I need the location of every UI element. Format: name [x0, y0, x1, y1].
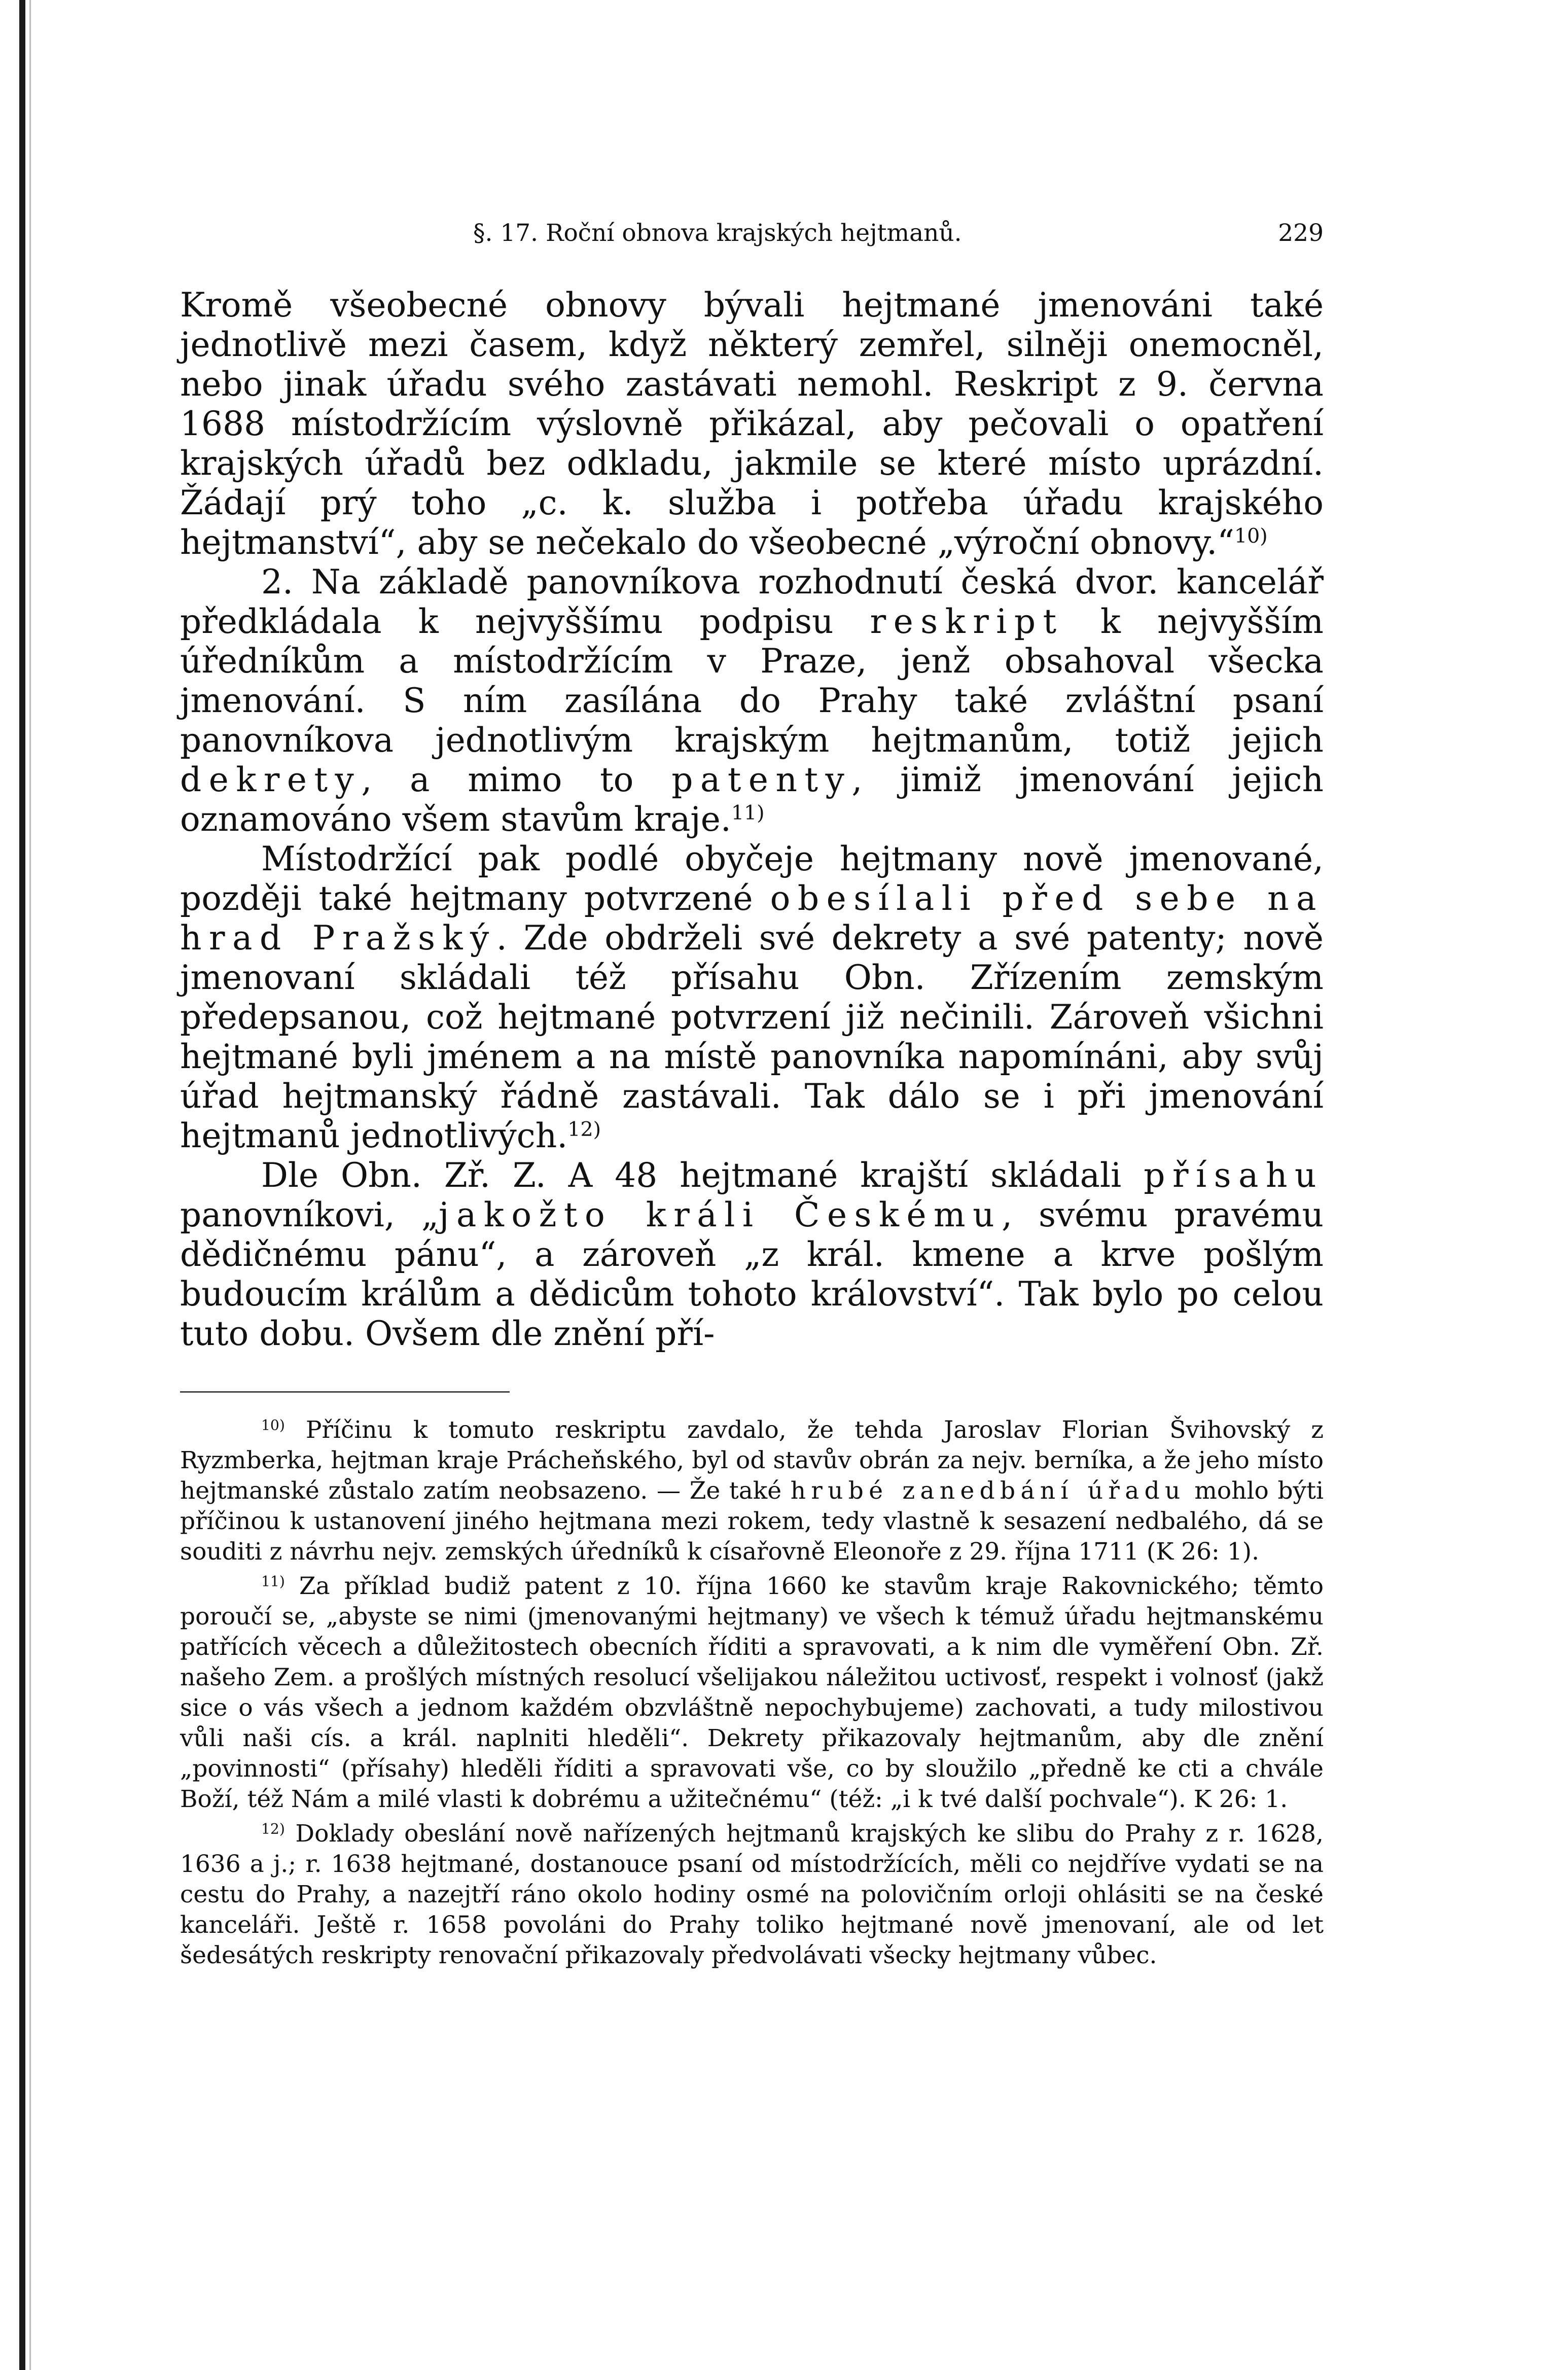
- spaced-emphasis: dekrety: [180, 760, 362, 799]
- spaced-emphasis: reskript: [870, 602, 1064, 641]
- text-run: Doklady obeslání nově nařízených hejtmanů krajských ke slibu do Prahy z r. 1628, 1636 a j.; r. 1638 hejtmané, dostanouce psaní od místodržících, měli co nejdříve vydati se na cestu do Prahy, a nazejtří ráno okolo hodiny osmé na polovičním orloji ohlásiti se na české kanceláři. Ještě r. 1658 povoláni do Prahy toliko hejtmané nově jmenovaní, ale od let šedesátých reskripty renovační přikazovaly předvolávati všecky hejtmany vůbec.: [180, 1820, 1324, 1969]
- text-run: panovníkovi, „: [180, 1195, 439, 1234]
- text-run: mohlo býti příčinou k ustanovení jiného hejtmana mezi rokem, tedy vlastně k sesazení nedbalého, dá se souditi z návrhu nejv. zemských úředníků k císařovně Eleonoře z 29. října 1711 (K 26: 1).: [180, 1477, 1324, 1566]
- text-run: k nejvyšším úředníkům a místodržícím v Praze, jenž obsahoval všecka jmenování. S ním zasílána do Prahy také zvláštní psaní panovníkova jednotlivým krajským hejtmanům, totiž jejich: [180, 602, 1324, 760]
- paragraph-1: [180, 286, 1324, 562]
- page-number: 229: [1278, 219, 1324, 247]
- footnote-marker: 11): [261, 1573, 285, 1590]
- text-run: Za příklad budiž patent z 10. října 1660 ke stavům kraje Rakovnického; těmto poroučí se, „abyste se nimi (jmenovanými hejtmany) ve všech k témuž úřadu hejtmanskému patřících věcech a důležitostech obecních říditi a spravovati, a k nim dle vyměření Obn. Zř. našeho Zem. a prošlých místných resolucí všelijakou náležitou uctivosť, respekt i volnosť (jakž sice o vás všech a jednom každém obzvláštně nepochybujeme) zachovati, a tudy milostivou vůli naši cís. a král. naplniti hleděli“. Dekrety přikazovaly hejtmanům, aby dle znění „povinnosti“ (přísahy) hleděli říditi a spravovati vše, co by sloužilo „předně ke cti a chvále Boží, též Nám a milé vlasti k dobrému a užitečnému“ (též: „i k tvé další pochvale“). K 26: 1.: [180, 1572, 1324, 1813]
- paragraph-2: [180, 562, 1324, 839]
- main-text: [180, 286, 1324, 1354]
- spaced-emphasis: obesílali před sebe na hrad Pražský: [180, 879, 1324, 958]
- footnote-ref-11: 11): [731, 801, 765, 825]
- scan-binding-edge: [19, 0, 25, 2370]
- text-run: . Zde obdrželi své dekrety a své patenty; nově jmenovaní skládali též přísahu Obn. Zřízením zemským předepsanou, což hejtmané potvrzení již nečinili. Zároveň všichni hejtmané byli jménem a na místě panovníka napomínáni, aby svůj úřad hejtmanský řádně zastávali. Tak dálo se i při jmenování hejtmanů jednotlivých.: [180, 918, 1324, 1155]
- footnote-12: [180, 1819, 1324, 1971]
- paragraph-3: [180, 839, 1324, 1156]
- text-run: , svému pravému dědičnému pánu“, a zároveň „z král. kmene a krve pošlým budoucím králům a dědicům tohoto království“. Tak bylo po celou tuto dobu. Ovšem dle znění pří-: [180, 1195, 1324, 1353]
- text-run: , jimiž jmenování jejich oznamováno všem stavům kraje.: [180, 760, 1324, 839]
- paragraph-4: [180, 1156, 1324, 1354]
- running-title: §. 17. Roční obnova krajských hejtmanů.: [473, 219, 962, 247]
- footnote-ref-10: 10): [1234, 524, 1268, 548]
- text-run: Kromě všeobecné obnovy bývali hejtmané jmenováni také jednotlivě mezi časem, když některý zemřel, silněji onemocněl, nebo jinak úřadu svého zastávati nemohl. Reskript z 9. června 1688 místodržícím výslovně přikázal, aby pečovali o opatření krajských úřadů bez odkladu, jakmile se které místo uprázdní. Žádají prý toho „c. k. služba i potřeba úřadu krajského hejtmanství“, aby se nečekalo do všeobecné „výroční obnovy.“: [180, 286, 1324, 562]
- spaced-emphasis: jakožto králi Českému: [439, 1195, 1002, 1234]
- book-page: [180, 213, 1324, 1975]
- running-head: [180, 213, 1324, 254]
- scan-binding-shadow: [29, 0, 31, 2370]
- footnote-ref-12: 12): [567, 1118, 601, 1142]
- footnote-marker: 12): [261, 1820, 285, 1837]
- spaced-emphasis: přísahu: [1144, 1156, 1324, 1195]
- spaced-emphasis: patenty: [671, 760, 852, 799]
- footnote-separator: [180, 1391, 510, 1393]
- text-run: Dle Obn. Zř. Z. A 48 hejtmané krajští skládali: [261, 1156, 1122, 1195]
- footnote-11: [180, 1571, 1324, 1815]
- text-run: , a mimo to: [361, 760, 634, 799]
- text-run: 2. Na základě panovníkova rozhodnutí česká dvor. kancelář předkládala k nejvyššímu podpisu: [180, 562, 1324, 641]
- footnote-marker: 10): [261, 1417, 285, 1434]
- footnotes: [180, 1415, 1324, 1971]
- text-run: Příčinu k tomuto reskriptu zavdalo, že tehda Jaroslav Florian Švihovský z Ryzmberka, hejtman kraje Prácheňského, byl od stavův obrán za nejv. berníka, a že jeho místo hejtmanské zůstalo zatím neobsazeno. — Že také: [180, 1416, 1324, 1505]
- footnote-10: [180, 1415, 1324, 1567]
- text-run: Místodržící pak podlé obyčeje hejtmany nově jmenované, později také hejtmany potvrzené: [180, 839, 1324, 918]
- spaced-emphasis: hrubé zanedbání úřadu: [790, 1477, 1186, 1505]
